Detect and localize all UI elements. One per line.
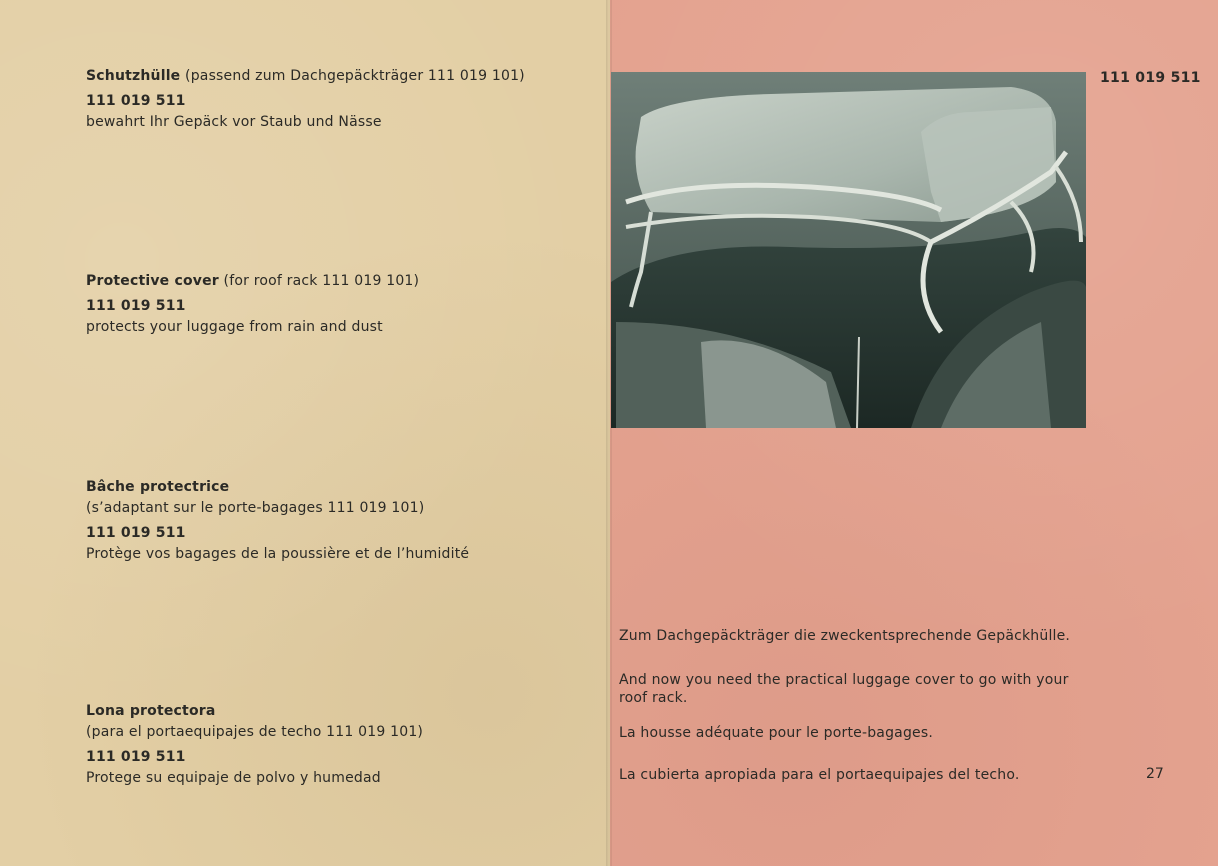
- caption-english-line2: roof rack.: [619, 690, 688, 706]
- caption-german: Zum Dachgepäckträger die zweckentsprechende Gepäckhülle.: [619, 628, 1071, 644]
- caption-spanish: La cubierta apropiada para el portaequipajes del techo.: [619, 767, 1020, 783]
- product-photo: [611, 72, 1086, 428]
- english-entry: [86, 271, 586, 338]
- german-title-suffix: (passend zum Dachgepäckträger 111 019 101): [180, 68, 525, 84]
- english-title-suffix: (for roof rack 111 019 101): [218, 273, 420, 289]
- german-title: Schutzhülle: [86, 68, 181, 84]
- english-title: Protective cover: [86, 273, 219, 289]
- car-roof-rack-illustration: [611, 72, 1086, 428]
- spanish-description: Protege su equipaje de polvo y humedad: [86, 770, 381, 786]
- french-title: Bâche protectrice: [86, 479, 230, 495]
- spanish-entry: [86, 701, 586, 789]
- caption-english-line1: And now you need the practical luggage cover to go with your: [619, 672, 1069, 688]
- spanish-title: Lona protectora: [86, 703, 216, 719]
- english-heading: [86, 271, 586, 292]
- german-part-number: 111 019 511: [86, 93, 186, 109]
- french-part-number: 111 019 511: [86, 525, 186, 541]
- french-description: Protège vos bagages de la poussière et de l’humidité: [86, 546, 470, 562]
- spanish-subtitle: (para el portaequipajes de techo 111 019 101): [86, 724, 424, 740]
- french-entry: [86, 477, 586, 565]
- english-part-number: 111 019 511: [86, 298, 186, 314]
- spanish-part-number: 111 019 511: [86, 749, 186, 765]
- english-description: protects your luggage from rain and dust: [86, 319, 383, 335]
- german-description: bewahrt Ihr Gepäck vor Staub und Nässe: [86, 114, 382, 130]
- german-heading: [86, 66, 586, 87]
- caption-english: [619, 671, 1099, 707]
- german-entry: [86, 66, 586, 133]
- page-number: 27: [1146, 766, 1164, 782]
- caption-french: La housse adéquate pour le porte-bagages.: [619, 725, 933, 741]
- photo-part-number: 111 019 511: [1100, 70, 1201, 86]
- french-subtitle: (s’adaptant sur le porte-bagages 111 019 101): [86, 500, 425, 516]
